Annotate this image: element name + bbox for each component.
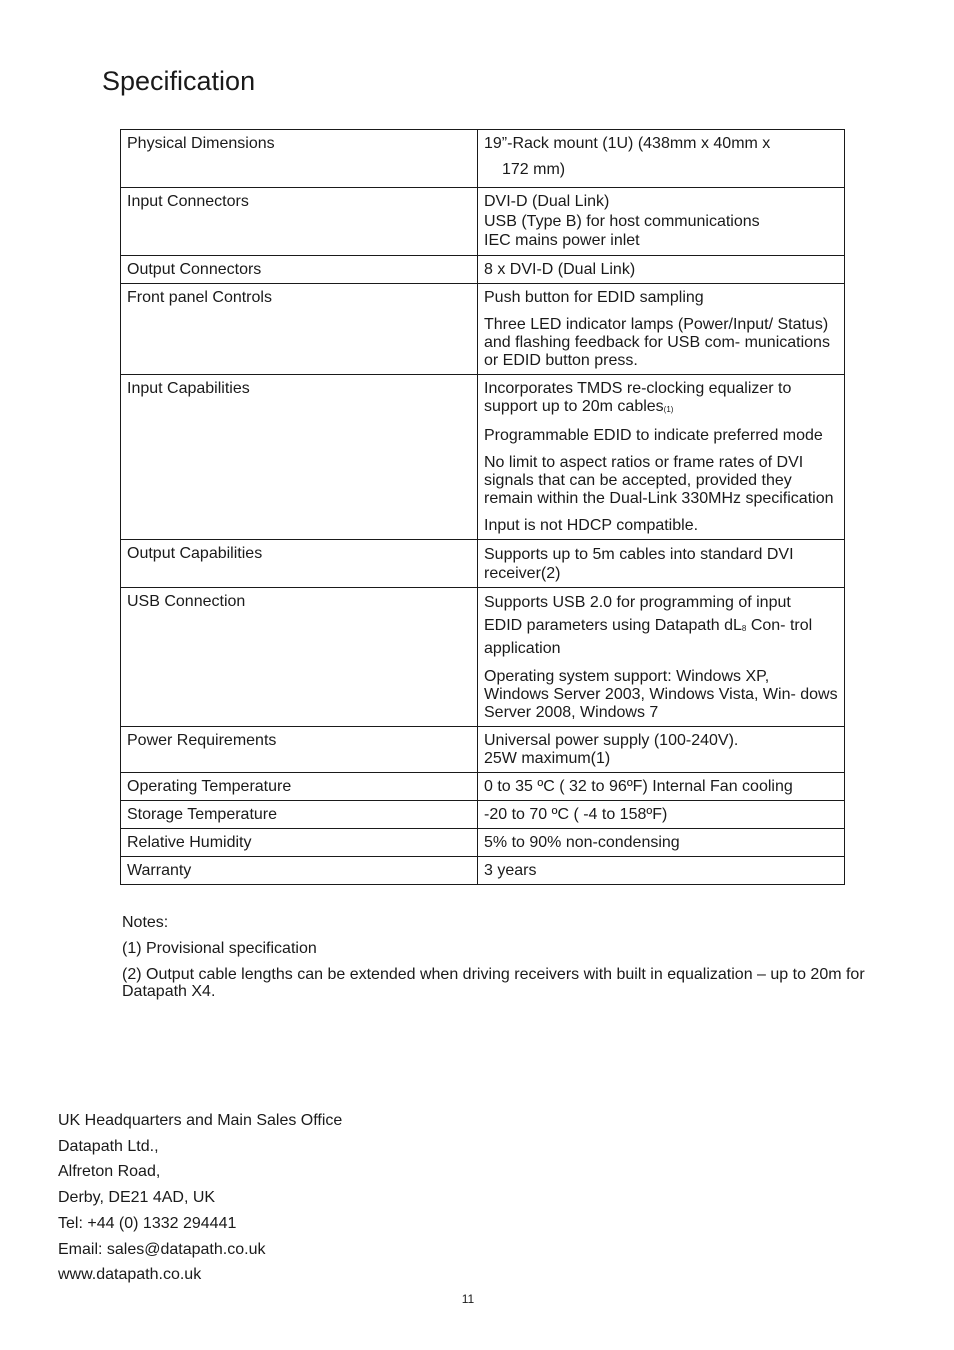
spec-value-line: 25W maximum(1) (484, 749, 611, 767)
spec-label: Front panel Controls (121, 283, 478, 374)
specification-table (120, 129, 845, 885)
spec-value (478, 283, 845, 374)
table-row (121, 188, 845, 256)
footnote-marker: (1) (663, 404, 674, 414)
spec-label: Warranty (121, 856, 478, 884)
spec-value-text: Con- trol application (484, 616, 813, 657)
spec-value-line: 19”-Rack mount (1U) (438mm x 40mm x (484, 135, 771, 152)
spec-label: Power Requirements (121, 726, 478, 772)
spec-value-paragraph: Push button for EDID sampling (484, 288, 704, 306)
version-subscript: 8 (741, 623, 747, 633)
table-row (121, 772, 845, 800)
spec-value-text: Incorporates TMDS re-clocking equalizer to support up to 20m cables (484, 379, 792, 415)
spec-label: Input Connectors (121, 188, 478, 256)
spec-value-line: IEC mains power inlet (484, 232, 640, 249)
notes-section (122, 914, 902, 1009)
note-item: (1) Provisional specification (122, 940, 317, 957)
address-line: UK Headquarters and Main Sales Office (58, 1112, 343, 1129)
address-line: Alfreton Road, (58, 1163, 161, 1181)
spec-value (478, 188, 845, 256)
spec-value (478, 726, 845, 772)
note-item: (2) Output cable lengths can be extended when driving receivers with built in equalization – up to 20m for Datapath X4. (122, 966, 865, 1000)
table-row (121, 856, 845, 884)
spec-value (478, 130, 845, 188)
contact-address (58, 1108, 342, 1288)
spec-label: USB Connection (121, 587, 478, 726)
spec-value-text: EDID parameters using Datapath dL (484, 616, 742, 634)
notes-heading: Notes: (122, 914, 169, 931)
spec-label: Storage Temperature (121, 800, 478, 828)
spec-value: -20 to 70 ºC ( -4 to 158ºF) (478, 800, 845, 828)
page-number: 11 (461, 1292, 475, 1306)
table-row (121, 587, 845, 726)
spec-value: 0 to 35 ºC ( 32 to 96ºF) Internal Fan cooling (478, 772, 845, 800)
table-row (121, 130, 845, 188)
website-line: www.datapath.co.uk (58, 1266, 202, 1284)
table-row (121, 374, 845, 539)
spec-value (478, 587, 845, 726)
spec-value-line: USB (Type B) for host communications (484, 212, 760, 230)
spec-label: Physical Dimensions (121, 130, 478, 188)
email-line: Email: sales@datapath.co.uk (58, 1240, 266, 1258)
table-row (121, 800, 845, 828)
spec-value-paragraph: No limit to aspect ratios or frame rates of DVI signals that can be accepted, provided they remain within the Dual-Link 330MHz specification (484, 453, 834, 507)
spec-label: Operating Temperature (121, 772, 478, 800)
spec-value (478, 374, 845, 539)
page-title: Specification (102, 66, 256, 96)
spec-label: Output Capabilities (121, 539, 478, 587)
spec-value-paragraph: Three LED indicator lamps (Power/Input/ Status) and flashing feedback for USB com- munications or EDID button press. (484, 315, 830, 369)
spec-label: Relative Humidity (121, 828, 478, 856)
spec-value-paragraph: Supports USB 2.0 for programming of input (484, 593, 791, 611)
spec-value-paragraph: Programmable EDID to indicate preferred mode (484, 426, 823, 444)
spec-value-paragraph: Operating system support: Windows XP, Windows Server 2003, Windows Vista, Win- dows Server 2008, Windows 7 (484, 667, 838, 721)
spec-value-line: DVI-D (Dual Link) (484, 193, 610, 210)
address-line: Datapath Ltd., (58, 1137, 159, 1155)
spec-value-line: 172 mm) (502, 161, 566, 178)
spec-value-paragraph (484, 380, 838, 418)
phone-line: Tel: +44 (0) 1332 294441 (58, 1214, 237, 1232)
table-row (121, 539, 845, 587)
spec-value: 5% to 90% non-condensing (478, 828, 845, 856)
table-row (121, 283, 845, 374)
spec-value-paragraph (484, 615, 838, 659)
spec-value: 8 x DVI-D (Dual Link) (478, 255, 845, 283)
spec-value-line: Universal power supply (100-240V). (484, 731, 739, 749)
spec-value: 3 years (478, 856, 845, 884)
table-row (121, 828, 845, 856)
spec-label: Output Connectors (121, 255, 478, 283)
table-row (121, 255, 845, 283)
table-row (121, 726, 845, 772)
address-line: Derby, DE21 4AD, UK (58, 1189, 216, 1207)
spec-value-paragraph: Input is not HDCP compatible. (484, 516, 699, 534)
spec-label: Input Capabilities (121, 374, 478, 539)
spec-value: Supports up to 5m cables into standard DVI receiver(2) (478, 539, 845, 587)
